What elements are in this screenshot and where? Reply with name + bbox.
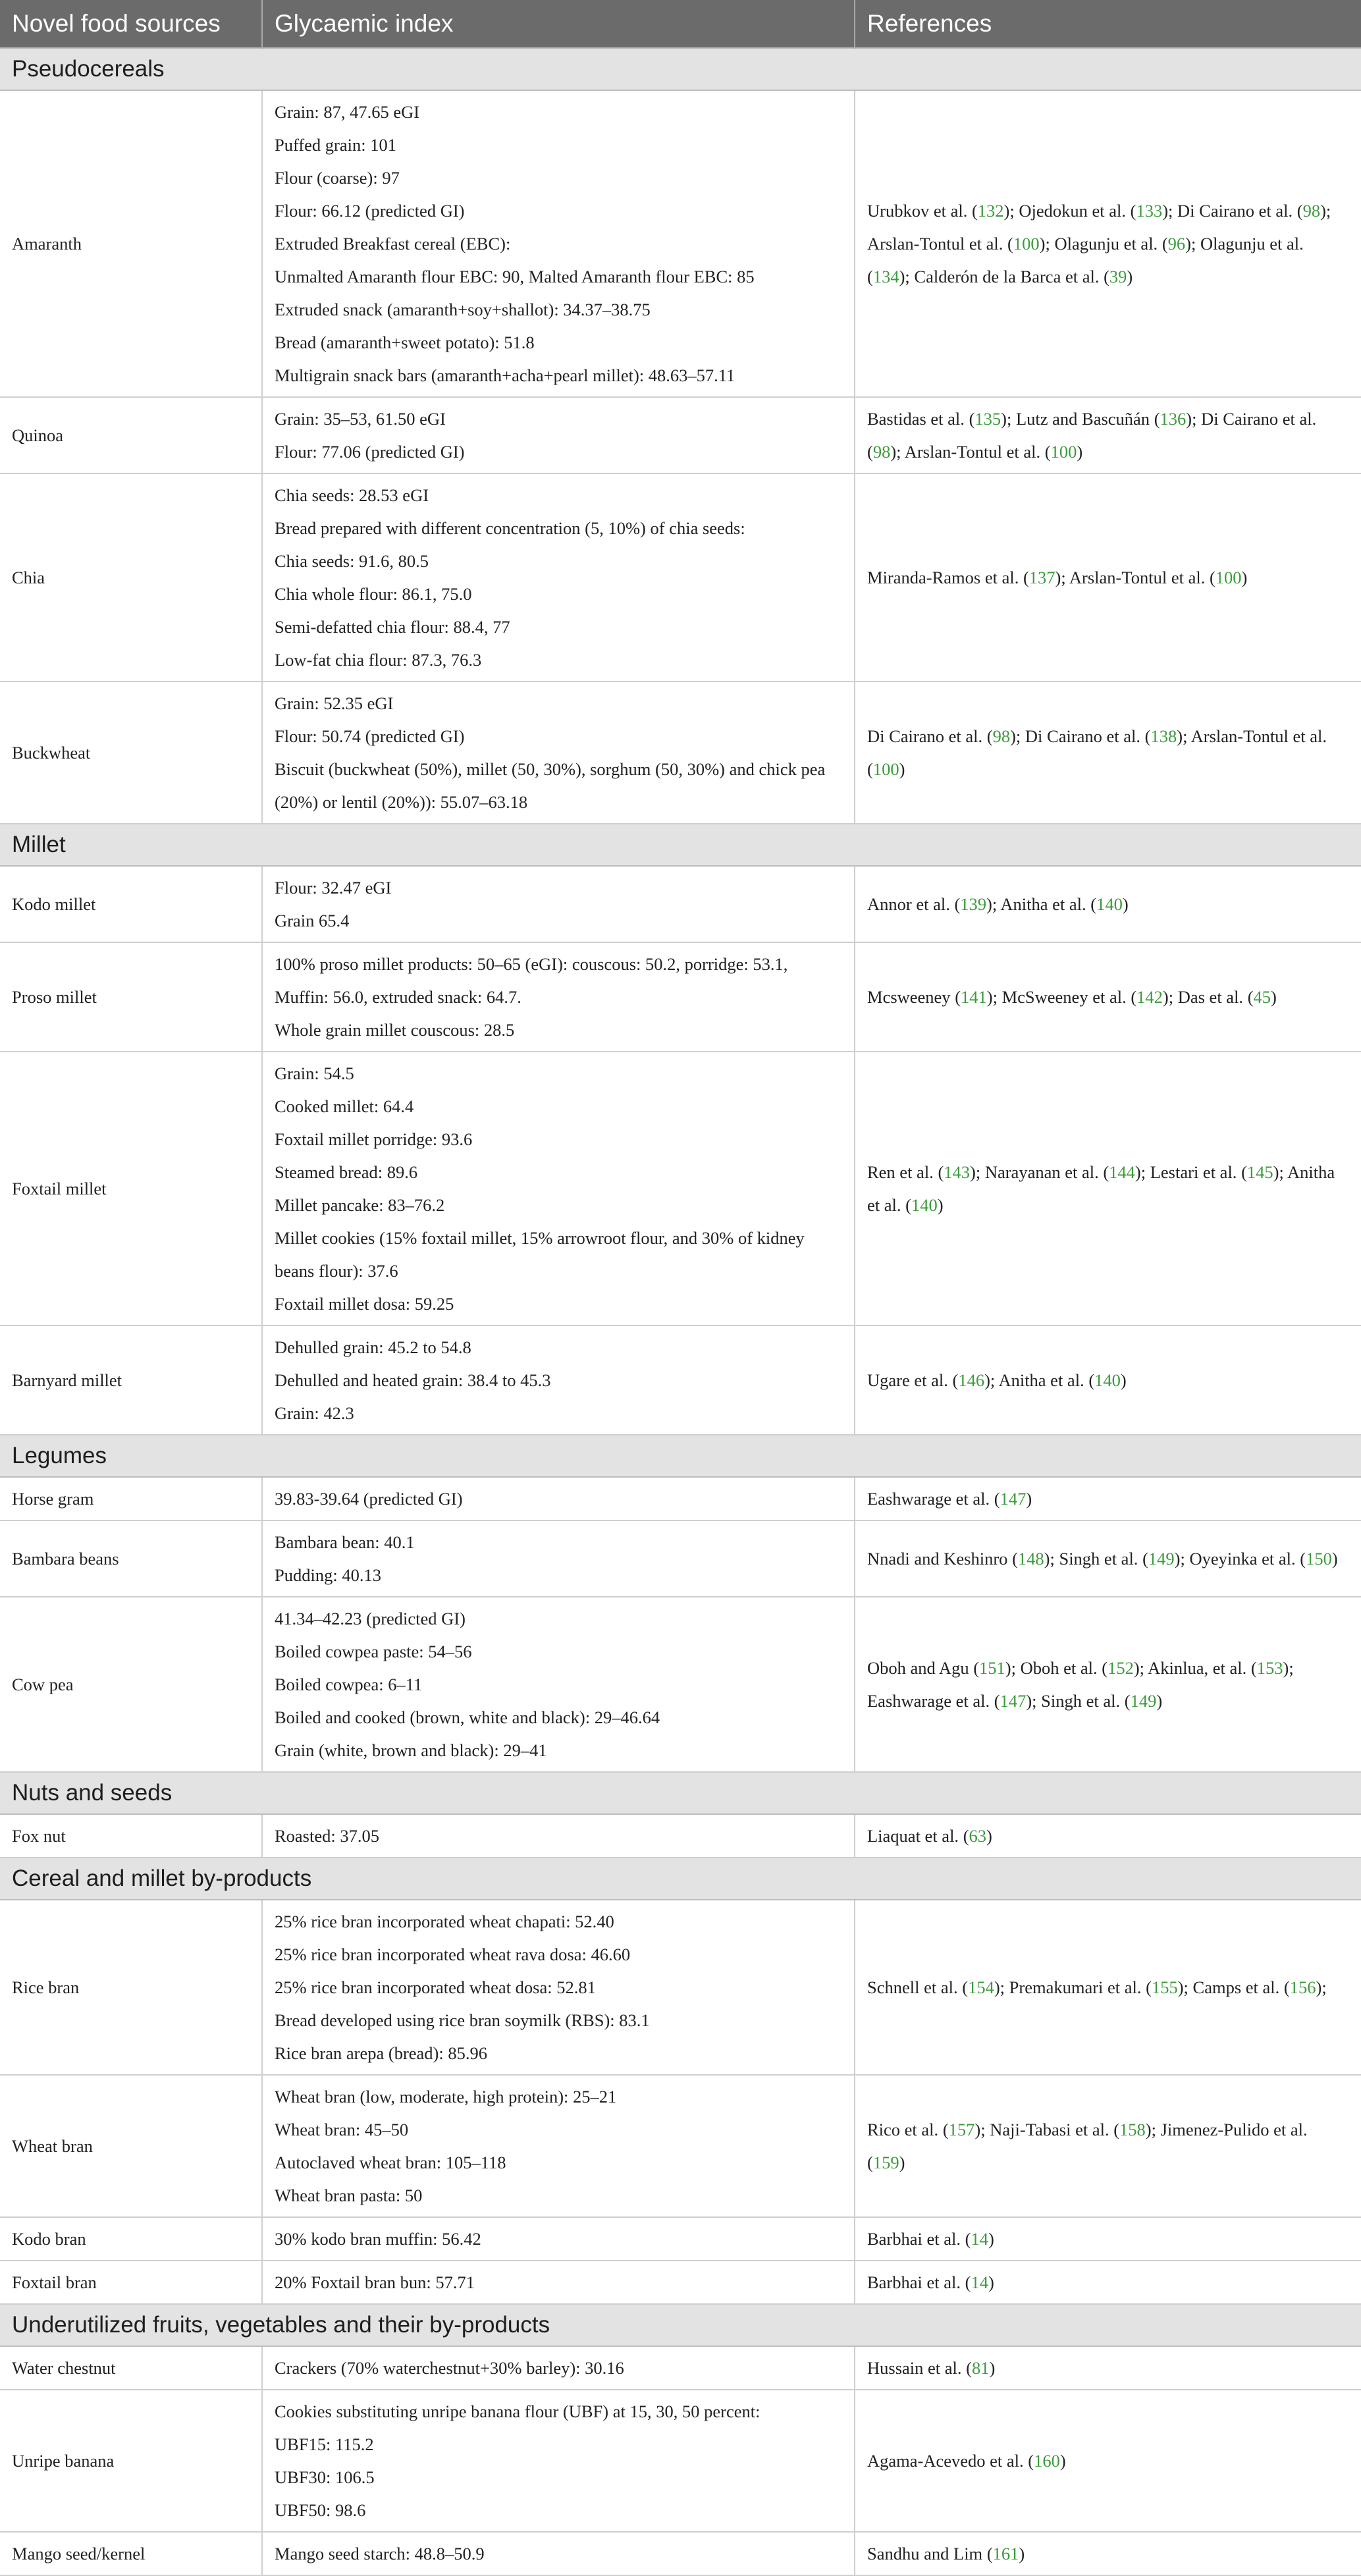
glycaemic-index-cell — [262, 1900, 855, 2075]
table-row — [0, 1052, 1361, 1326]
reference-number-link[interactable]: 140 — [911, 1195, 938, 1215]
reference-number-link[interactable]: 100 — [1050, 442, 1077, 462]
reference-number-link[interactable]: 134 — [872, 267, 899, 286]
section-row — [0, 1772, 1361, 1814]
gi-value-line: Flour: 50.74 (predicted GI) — [275, 726, 465, 746]
references-cell: Ren et al. (143); Narayanan et al. (144); Lestari et al. (145); Anitha et al. (140) — [855, 1052, 1361, 1326]
references-cell: Hussain et al. (81) — [855, 2346, 1361, 2390]
table-row — [0, 90, 1361, 397]
food-source-cell: Wheat bran — [0, 2075, 262, 2217]
reference-number-link[interactable]: 133 — [1136, 201, 1163, 221]
gi-value-line: Wheat bran: 45–50 — [275, 2120, 409, 2139]
table-row — [0, 1597, 1361, 1772]
references-cell: Miranda-Ramos et al. (137); Arslan-Tontul et al. (100) — [855, 473, 1361, 682]
references-cell: Di Cairano et al. (98); Di Cairano et al. (138); Arslan-Tontul et al. (100) — [855, 682, 1361, 824]
gi-value-line: Multigrain snack bars (amaranth+acha+pearl millet): 48.63–57.11 — [275, 365, 735, 385]
gi-value-line: Bread prepared with different concentration (5, 10%) of chia seeds: — [275, 518, 745, 538]
reference-number-link[interactable]: 153 — [1256, 1658, 1283, 1678]
table-row — [0, 682, 1361, 824]
reference-number-link[interactable]: 100 — [1215, 568, 1242, 587]
food-source-cell: Amaranth — [0, 90, 262, 397]
reference-number-link[interactable]: 161 — [992, 2544, 1019, 2563]
gi-value-line: Puffed grain: 101 — [275, 135, 396, 155]
reference-author: Hussain et al. — [867, 2358, 962, 2378]
reference-author: Annor et al. — [867, 894, 950, 914]
reference-number-link[interactable]: 160 — [1034, 2451, 1060, 2471]
glycaemic-index-cell — [262, 473, 855, 682]
gi-value-line: Flour: 77.06 (predicted GI) — [275, 442, 465, 462]
table-header — [0, 0, 1361, 48]
reference-author: McSweeney et al. — [1001, 987, 1127, 1007]
gi-value-line: 20% Foxtail bran bun: 57.71 — [275, 2272, 475, 2292]
glycaemic-index-cell — [262, 1597, 855, 1772]
gi-value-line: Millet cookies (15% foxtail millet, 15% arrowroot flour, and 30% of kidney beans flour): 37.6 — [275, 1228, 805, 1281]
reference-number-link[interactable]: 100 — [1013, 234, 1040, 254]
references-cell: Eashwarage et al. (147) — [855, 1477, 1361, 1520]
gi-value-line: UBF30: 106.5 — [275, 2467, 375, 2487]
reference-author: Camps et al. — [1192, 1977, 1280, 1997]
reference-author: Anitha et al. — [998, 1370, 1084, 1390]
gi-value-line: Extruded snack (amaranth+soy+shallot): 34.37–38.75 — [275, 300, 651, 319]
reference-author: Miranda-Ramos et al. — [867, 568, 1019, 587]
glycaemic-index-cell — [262, 2532, 855, 2575]
gi-value-line: Dehulled grain: 45.2 to 54.8 — [275, 1337, 471, 1357]
gi-value-line: UBF15: 115.2 — [275, 2434, 374, 2454]
reference-number-link[interactable]: 156 — [1289, 1977, 1316, 1997]
gi-value-line: Chia seeds: 91.6, 80.5 — [275, 551, 429, 571]
reference-number-link[interactable]: 39 — [1109, 267, 1127, 286]
gi-value-line: Grain: 42.3 — [275, 1403, 354, 1423]
gi-value-line: Chia seeds: 28.53 eGI — [275, 485, 429, 505]
gi-value-line: Bread (amaranth+sweet potato): 51.8 — [275, 333, 535, 352]
reference-author: Calderón de la Barca et al. — [914, 267, 1100, 286]
glycaemic-index-cell — [262, 866, 855, 942]
food-source-cell: Barnyard millet — [0, 1326, 262, 1435]
section-row — [0, 48, 1361, 90]
food-source-cell: Mango seed/kernel — [0, 2532, 262, 2575]
table-row — [0, 2217, 1361, 2261]
glycaemic-index-cell — [262, 2217, 855, 2261]
glycaemic-index-cell — [262, 1477, 855, 1520]
reference-number-link[interactable]: 150 — [1306, 1549, 1332, 1569]
gi-value-line: Foxtail millet dosa: 59.25 — [275, 1294, 454, 1314]
gi-value-line: Boiled cowpea: 6–11 — [275, 1675, 423, 1694]
references-cell: Ugare et al. (146); Anitha et al. (140) — [855, 1326, 1361, 1435]
reference-author: Ojedokun et al. — [1019, 201, 1126, 221]
food-source-cell: Rice bran — [0, 1900, 262, 2075]
reference-author: Naji-Tabasi et al. — [990, 2120, 1109, 2139]
reference-author: Akinlua, et al. — [1148, 1658, 1247, 1678]
reference-author: Arslan-Tontul et al. — [904, 442, 1041, 462]
reference-author: Sandhu and Lim — [867, 2544, 983, 2563]
reference-author: Di Cairano et al. — [867, 726, 983, 746]
header-references: References — [855, 0, 1361, 48]
reference-number-link[interactable]: 139 — [960, 894, 987, 914]
gi-value-line: Grain: 54.5 — [275, 1063, 354, 1083]
glycaemic-index-cell — [262, 1814, 855, 1858]
gi-value-line: UBF50: 98.6 — [275, 2500, 366, 2520]
reference-author: Ugare et al. — [867, 1370, 948, 1390]
table-row — [0, 866, 1361, 942]
glycaemic-index-cell — [262, 2346, 855, 2390]
reference-number-link[interactable]: 158 — [1119, 2120, 1146, 2139]
reference-number-link[interactable]: 140 — [1094, 1370, 1121, 1390]
reference-number-link[interactable]: 132 — [977, 201, 1004, 221]
reference-author: Oyeyinka et al. — [1189, 1549, 1296, 1569]
gi-value-line: Flour: 32.47 eGI — [275, 878, 392, 898]
reference-number-link[interactable]: 154 — [968, 1977, 994, 1997]
reference-author: Oboh and Agu — [867, 1658, 969, 1678]
gi-value-line: 39.83-39.64 (predicted GI) — [275, 1489, 463, 1509]
reference-number-link[interactable]: 144 — [1109, 1162, 1135, 1182]
gi-value-line: Foxtail millet porridge: 93.6 — [275, 1129, 473, 1149]
references-cell: Barbhai et al. (14) — [855, 2261, 1361, 2304]
gi-value-line: Low-fat chia flour: 87.3, 76.3 — [275, 650, 482, 670]
table-row — [0, 1477, 1361, 1520]
food-source-cell: Bambara beans — [0, 1520, 262, 1597]
references-cell: Rico et al. (157); Naji-Tabasi et al. (158); Jimenez-Pulido et al. (159) — [855, 2075, 1361, 2217]
glycaemic-index-cell — [262, 1326, 855, 1435]
gi-value-line: Grain (white, brown and black): 29–41 — [275, 1740, 547, 1760]
references-cell: Barbhai et al. (14) — [855, 2217, 1361, 2261]
food-source-cell: Foxtail bran — [0, 2261, 262, 2304]
reference-number-link[interactable]: 98 — [992, 726, 1011, 746]
reference-number-link[interactable]: 45 — [1253, 987, 1271, 1007]
gi-value-line: 25% rice bran incorporated wheat chapati: 52.40 — [275, 1912, 614, 1931]
table-row — [0, 1326, 1361, 1435]
food-source-cell: Kodo millet — [0, 866, 262, 942]
food-source-cell: Fox nut — [0, 1814, 262, 1858]
reference-number-link[interactable]: 146 — [958, 1370, 985, 1390]
reference-author: Oboh et al. — [1020, 1658, 1098, 1678]
reference-number-link[interactable]: 148 — [1017, 1549, 1044, 1569]
gi-value-line: Autoclaved wheat bran: 105–118 — [275, 2153, 506, 2172]
reference-author: Bastidas et al. — [867, 409, 965, 429]
glycaemic-index-cell — [262, 2390, 855, 2532]
gi-value-line: Grain: 87, 47.65 eGI — [275, 102, 420, 122]
reference-author: Barbhai et al. — [867, 2229, 961, 2249]
gi-value-line: Steamed bread: 89.6 — [275, 1162, 418, 1182]
reference-number-link[interactable]: 141 — [961, 987, 987, 1007]
food-source-cell: Cow pea — [0, 1597, 262, 1772]
reference-author: Arslan-Tontul et al. — [867, 234, 1003, 254]
table-row — [0, 397, 1361, 473]
gi-value-line: Biscuit (buckwheat (50%), millet (50, 30%), sorghum (50, 30%) and chick pea (20%) or lentil (20%)): 55.07–63.18 — [275, 759, 826, 812]
reference-author: Premakumari et al. — [1009, 1977, 1142, 1997]
reference-number-link[interactable]: 149 — [1148, 1549, 1175, 1569]
gi-value-line: 25% rice bran incorporated wheat dosa: 52.81 — [275, 1977, 596, 1997]
table-row — [0, 2532, 1361, 2575]
reference-number-link[interactable]: 137 — [1028, 568, 1055, 587]
reference-number-link[interactable]: 81 — [971, 2358, 990, 2378]
reference-number-link[interactable]: 98 — [872, 442, 891, 462]
reference-number-link[interactable]: 100 — [872, 759, 899, 779]
gi-value-line: 25% rice bran incorporated wheat rava dosa: 46.60 — [275, 1945, 631, 1964]
reference-number-link[interactable]: 143 — [944, 1162, 971, 1182]
gi-value-line: Crackers (70% waterchestnut+30% barley): 30.16 — [275, 2358, 624, 2378]
reference-author: Olagunju et al. — [1054, 234, 1158, 254]
gi-value-line: Extruded Breakfast cereal (EBC): — [275, 234, 511, 254]
gi-value-line: Chia whole flour: 86.1, 75.0 — [275, 584, 472, 604]
gi-value-line: Flour: 66.12 (predicted GI) — [275, 201, 465, 221]
reference-author: Ren et al. — [867, 1162, 934, 1182]
reference-author: Barbhai et al. — [867, 2272, 961, 2292]
section-row — [0, 2304, 1361, 2346]
glycaemic-index-cell — [262, 682, 855, 824]
gi-value-line: Bread developed using rice bran soymilk (RBS): 83.1 — [275, 2010, 650, 2030]
reference-number-link[interactable]: 152 — [1107, 1658, 1134, 1678]
references-cell: Oboh and Agu (151); Oboh et al. (152); Akinlua, et al. (153); Eashwarage et al. (147); Singh et al. (149) — [855, 1597, 1361, 1772]
gi-value-line: Boiled cowpea paste: 54–56 — [275, 1642, 472, 1661]
gi-value-line: Wheat bran pasta: 50 — [275, 2186, 423, 2205]
reference-author: Singh et al. — [1041, 1691, 1121, 1711]
reference-number-link[interactable]: 159 — [872, 2153, 899, 2172]
gi-value-line: Rice bran arepa (bread): 85.96 — [275, 2043, 487, 2063]
reference-author: Arslan-Tontul et al. — [1069, 568, 1206, 587]
section-row — [0, 1858, 1361, 1900]
references-cell: Liaquat et al. (63) — [855, 1814, 1361, 1858]
table-row — [0, 2346, 1361, 2390]
food-source-cell: Chia — [0, 473, 262, 682]
glycaemic-index-cell — [262, 1052, 855, 1326]
header-row — [0, 0, 1361, 48]
reference-author: Di Cairano et al. — [1177, 201, 1293, 221]
gi-value-line: Dehulled and heated grain: 38.4 to 45.3 — [275, 1370, 551, 1390]
gi-value-line: Cookies substituting unripe banana flour (UBF) at 15, 30, 50 percent: — [275, 2402, 761, 2421]
table-row — [0, 1814, 1361, 1858]
gi-value-line: Flour (coarse): 97 — [275, 168, 400, 188]
food-source-cell: Buckwheat — [0, 682, 262, 824]
reference-number-link[interactable]: 145 — [1246, 1162, 1273, 1182]
table-row — [0, 1900, 1361, 2075]
references-cell: Agama-Acevedo et al. (160) — [855, 2390, 1361, 2532]
reference-number-link[interactable]: 135 — [974, 409, 1001, 429]
reference-author: Narayanan et al. — [984, 1162, 1099, 1182]
references-cell: Sandhu and Lim (161) — [855, 2532, 1361, 2575]
food-source-cell: Water chestnut — [0, 2346, 262, 2390]
table-row — [0, 1520, 1361, 1597]
reference-number-link[interactable]: 138 — [1150, 726, 1177, 746]
reference-author: Arslan-Tontul et al. — [1190, 726, 1327, 746]
section-title: Millet — [0, 824, 1361, 866]
section-title: Legumes — [0, 1435, 1361, 1477]
gi-value-line: Whole grain millet couscous: 28.5 — [275, 1020, 515, 1040]
reference-author: Rico et al. — [867, 2120, 939, 2139]
reference-number-link[interactable]: 157 — [948, 2120, 975, 2139]
glycaemic-index-cell — [262, 2261, 855, 2304]
reference-author: Di Cairano et al. — [1201, 409, 1317, 429]
reference-author: Mcsweeney — [867, 987, 951, 1007]
reference-number-link[interactable]: 149 — [1130, 1691, 1157, 1711]
glycaemic-index-cell — [262, 2075, 855, 2217]
references-cell: Schnell et al. (154); Premakumari et al. (155); Camps et al. (156); — [855, 1900, 1361, 2075]
reference-number-link[interactable]: 142 — [1136, 987, 1163, 1007]
gi-value-line: Pudding: 40.13 — [275, 1565, 381, 1585]
reference-author: Jimenez-Pulido et al. — [1160, 2120, 1308, 2139]
gi-value-line: Bambara bean: 40.1 — [275, 1532, 415, 1552]
section-row — [0, 1435, 1361, 1477]
food-source-cell: Proso millet — [0, 942, 262, 1052]
reference-number-link[interactable]: 14 — [971, 2272, 988, 2292]
food-source-cell: Horse gram — [0, 1477, 262, 1520]
reference-author: Anitha et al. — [867, 1162, 1335, 1215]
glycaemic-index-cell — [262, 942, 855, 1052]
food-source-cell: Quinoa — [0, 397, 262, 473]
gi-value-line: Mango seed starch: 48.8–50.9 — [275, 2544, 485, 2563]
table-row — [0, 2075, 1361, 2217]
gi-value-line: Boiled and cooked (brown, white and black): 29–46.64 — [275, 1707, 660, 1727]
food-source-cell: Unripe banana — [0, 2390, 262, 2532]
reference-number-link[interactable]: 96 — [1167, 234, 1186, 254]
section-row — [0, 824, 1361, 866]
gi-value-line: 100% proso millet products: 50–65 (eGI): couscous: 50.2, porridge: 53.1, Muffin: 56.0, extruded snack: 64.7. — [275, 954, 788, 1007]
glycaemic-index-cell — [262, 90, 855, 397]
gi-value-line: 41.34–42.23 (predicted GI) — [275, 1609, 466, 1628]
reference-number-link[interactable]: 151 — [979, 1658, 1005, 1678]
references-cell: Nnadi and Keshinro (148); Singh et al. (149); Oyeyinka et al. (150) — [855, 1520, 1361, 1597]
gi-value-line: 30% kodo bran muffin: 56.42 — [275, 2229, 481, 2249]
gi-value-line: Wheat bran (low, moderate, high protein): 25–21 — [275, 2087, 617, 2106]
gi-value-line: Roasted: 37.05 — [275, 1826, 379, 1846]
reference-number-link[interactable]: 136 — [1160, 409, 1187, 429]
gi-value-line: Grain: 52.35 eGI — [275, 693, 394, 713]
section-title: Nuts and seeds — [0, 1772, 1361, 1814]
reference-number-link[interactable]: 98 — [1302, 201, 1321, 221]
reference-author: Liaquat et al. — [867, 1826, 959, 1846]
reference-author: Lutz and Bascuñán — [1015, 409, 1150, 429]
reference-author: Eashwarage et al. — [867, 1691, 990, 1711]
reference-number-link[interactable]: 14 — [971, 2229, 988, 2249]
section-title: Cereal and millet by-products — [0, 1858, 1361, 1900]
gi-value-line: Grain 65.4 — [275, 911, 350, 930]
glycaemic-index-cell — [262, 397, 855, 473]
reference-author: Anitha et al. — [1000, 894, 1086, 914]
reference-author: Agama-Acevedo et al. — [867, 2451, 1024, 2471]
section-title: Pseudocereals — [0, 48, 1361, 90]
reference-author: Olagunju et al. — [1200, 234, 1304, 254]
reference-author: Eashwarage et al. — [867, 1489, 990, 1509]
gi-value-line: Millet pancake: 83–76.2 — [275, 1195, 445, 1215]
reference-author: Das et al. — [1177, 987, 1244, 1007]
header-glycaemic-index: Glycaemic index — [262, 0, 855, 48]
reference-author: Di Cairano et al. — [1025, 726, 1141, 746]
references-cell: Mcsweeney (141); McSweeney et al. (142); Das et al. (45) — [855, 942, 1361, 1052]
reference-author: Schnell et al. — [867, 1977, 958, 1997]
table-row — [0, 2390, 1361, 2532]
reference-number-link[interactable]: 140 — [1096, 894, 1123, 914]
table-row — [0, 473, 1361, 682]
references-cell: Urubkov et al. (132); Ojedokun et al. (133); Di Cairano et al. (98); Arslan-Tontul et al. (100); Olagunju et al. (96); Olagunju et al. (134); Calderón de la Barca et al. (39) — [855, 90, 1361, 397]
reference-number-link[interactable]: 147 — [1000, 1691, 1027, 1711]
header-novel-food-sources: Novel food sources — [0, 0, 262, 48]
reference-number-link[interactable]: 63 — [969, 1826, 987, 1846]
food-source-cell: Foxtail millet — [0, 1052, 262, 1326]
gi-value-line: Unmalted Amaranth flour EBC: 90, Malted Amaranth flour EBC: 85 — [275, 267, 755, 286]
table-row — [0, 2261, 1361, 2304]
reference-number-link[interactable]: 147 — [1000, 1489, 1027, 1509]
reference-number-link[interactable]: 155 — [1151, 1977, 1178, 1997]
table-row — [0, 942, 1361, 1052]
references-cell: Annor et al. (139); Anitha et al. (140) — [855, 866, 1361, 942]
glycaemic-index-cell — [262, 1520, 855, 1597]
reference-author: Lestari et al. — [1150, 1162, 1237, 1182]
reference-author: Nnadi and Keshinro — [867, 1549, 1008, 1569]
gi-value-line: Semi-defatted chia flour: 88.4, 77 — [275, 617, 510, 637]
reference-author: Urubkov et al. — [867, 201, 968, 221]
gi-value-line: Grain: 35–53, 61.50 eGI — [275, 409, 446, 429]
reference-author: Singh et al. — [1059, 1549, 1138, 1569]
references-cell: Bastidas et al. (135); Lutz and Bascuñán (136); Di Cairano et al. (98); Arslan-Tontul et al. (100) — [855, 397, 1361, 473]
table-body — [0, 48, 1361, 2575]
section-title: Underutilized fruits, vegetables and their by-products — [0, 2304, 1361, 2346]
food-source-cell: Kodo bran — [0, 2217, 262, 2261]
gi-value-line: Cooked millet: 64.4 — [275, 1096, 414, 1116]
